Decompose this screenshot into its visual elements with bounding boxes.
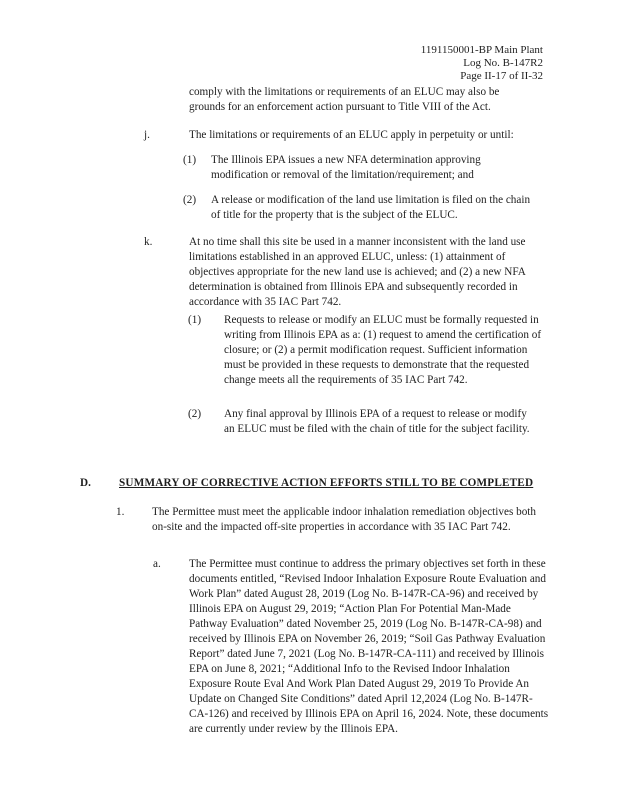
item-a-label: a.	[153, 558, 161, 570]
item-k-sub2-label: (2)	[188, 408, 202, 420]
item-j-sub2-label: (2)	[183, 194, 197, 206]
item-1-label: 1.	[116, 506, 125, 518]
item-k-sub1-text: Requests to release or modify an ELUC must be formally requested in writing from Illinois EPA as a: (1) request to amend the certification of closure; or (2) a permit modification request. Sufficient information must be provided in these requests to demonstrate that the requested change meets all the requirements of 35 IAC Part 742.	[224, 314, 542, 386]
item-j-sub1-text: The Illinois EPA issues a new NFA determination approving modification or removal of the limitation/requirement; and	[211, 154, 481, 181]
item-k-label: k.	[144, 236, 153, 248]
item-j-label: j.	[144, 129, 150, 141]
item-j-sub2-text: A release or modification of the land use limitation is filed on the chain of title for the property that is the subject of the ELUC.	[211, 194, 531, 221]
item-j-sub1-label: (1)	[183, 154, 197, 166]
intro-paragraph: comply with the limitations or requirements of an ELUC may also be grounds for an enforcement action pursuant to Title VIII of the Act.	[189, 86, 500, 113]
section-d-label: D.	[80, 477, 91, 489]
item-k-text: At no time shall this site be used in a manner inconsistent with the land use limitations established in an approved ELUC, unless: (1) attainment of objectives appropriate for the new land use is achieved; and (2) a new NFA determination is obtained from Illinois EPA and subsequently recorded in accordance with 35 IAC Part 742.	[189, 236, 526, 308]
item-k-sub1-label: (1)	[188, 314, 202, 326]
item-k-sub2-text: Any final approval by Illinois EPA of a request to release or modify an ELUC must be filed with the chain of title for the subject facility.	[224, 408, 530, 435]
header-log-number: Log No. B-147R2	[463, 57, 543, 69]
header-page-number: Page II-17 of II-32	[460, 70, 543, 82]
header-permit-number: 1191150001-BP Main Plant	[420, 44, 543, 56]
item-j-text: The limitations or requirements of an ELUC apply in perpetuity or until:	[189, 129, 514, 141]
item-1-text: The Permittee must meet the applicable indoor inhalation remediation objectives both on-site and the impacted off-site properties in accordance with 35 IAC Part 742.	[152, 506, 536, 533]
section-d-title: SUMMARY OF CORRECTIVE ACTION EFFORTS STILL TO BE COMPLETED	[119, 477, 534, 489]
item-a-text: The Permittee must continue to address the primary objectives set forth in these documents entitled, “Revised Indoor Inhalation Exposure Route Evaluation and Work Plan” dated August 28, 2019 (Log No. B-147R-CA-96) and received by Illinois EPA on August 29, 2019; “Action Plan For Potential Man-Made Pathway Evaluation” dated November 25, 2019 (Log No. B-147R-CA-98) and received by Illinois EPA on November 26, 2019; “Soil Gas Pathway Evaluation Report” dated June 7, 2021 (Log No. B-147R-CA-111) and received by Illinois EPA on June 8, 2021; “Additional Info to the Revised Indoor Inhalation Exposure Route Eval And Work Plan Dated August 29, 2019 To Provide An Update on Changed Site Conditions” dated April 12,2024 (Log No. B-147R-CA-126) and received by Illinois EPA on April 16, 2024. Note, these documents are currently under review by the Illinois EPA.	[189, 558, 549, 735]
